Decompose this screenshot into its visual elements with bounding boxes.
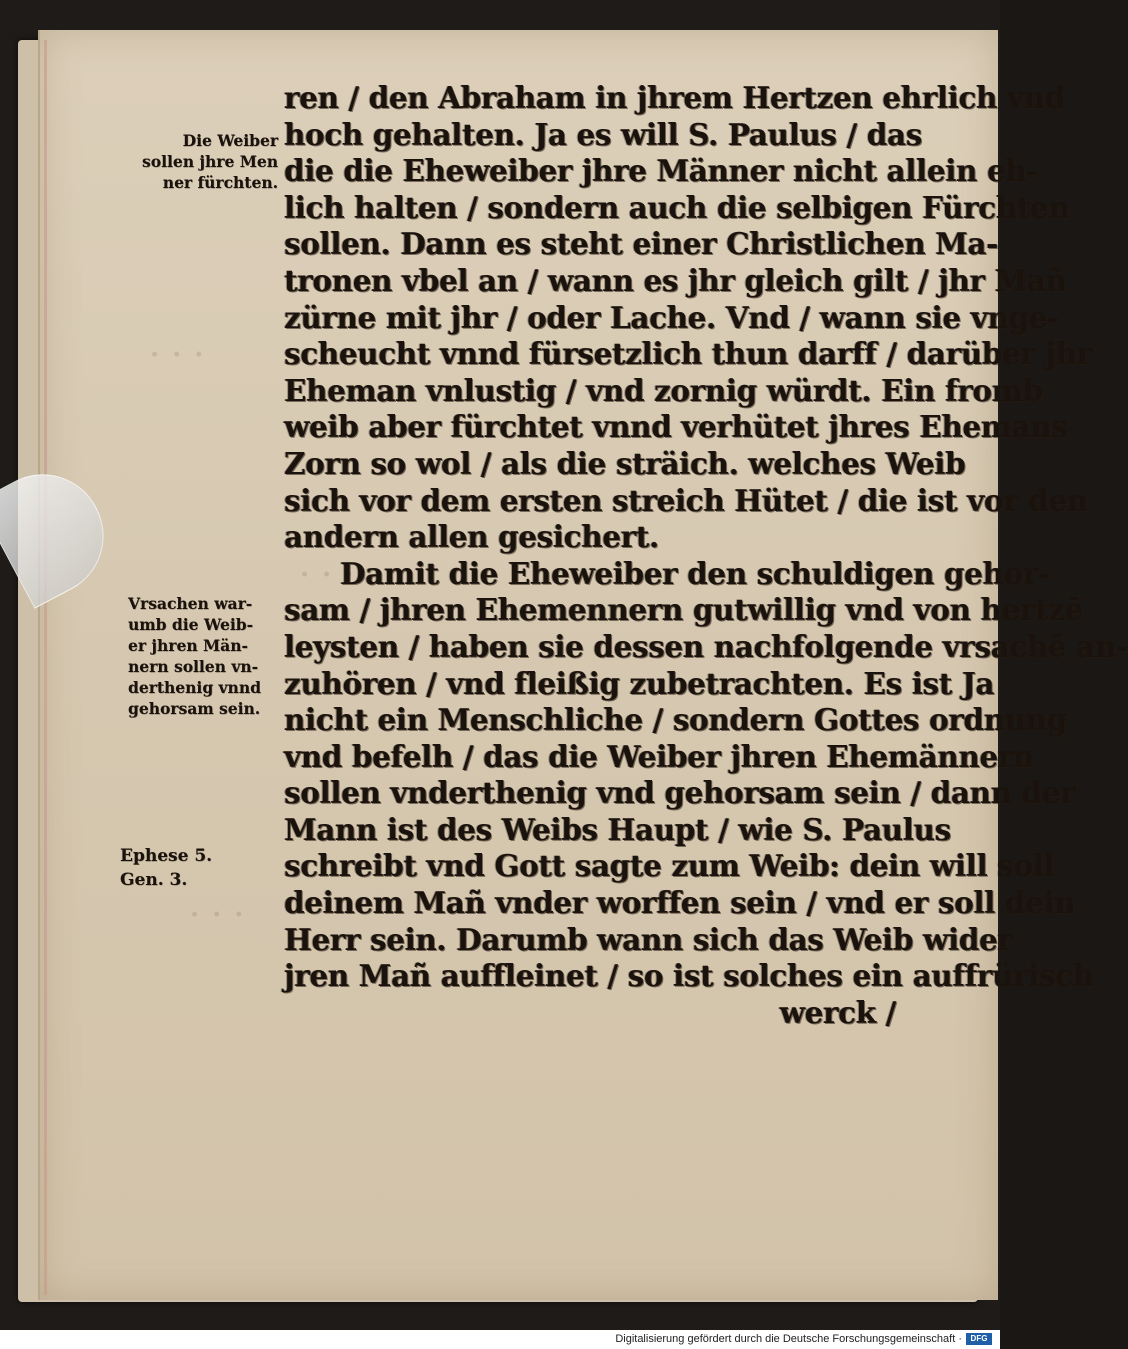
text-line: lich halten / sondern auch die selbigen Fürchten <box>284 189 1070 225</box>
text-line: Eheman vnlustig / vnd zornig würdt. Ein fromb <box>284 372 1043 408</box>
page-edge <box>44 40 47 1295</box>
text-line: sollen vnderthenig vnd gehorsam sein / dann der <box>284 775 1076 811</box>
margin-note-1 <box>140 130 278 193</box>
text-line: andern allen gesichert. <box>284 519 659 555</box>
catchword: werck / <box>779 994 896 1030</box>
text-line: hoch gehalten. Ja es will S. Paulus / das <box>284 116 922 152</box>
margin-note-line: sollen jhre Men <box>142 152 278 171</box>
margin-note-line: Gen. 3. <box>120 870 188 890</box>
text-line: deinem Mañ vnder worffen sein / vnd er soll dein <box>284 885 1076 921</box>
margin-note-line: Ephese 5. <box>120 846 213 866</box>
margin-note-line: derthenig vnnd <box>128 678 261 697</box>
footer-credit: Digitalisierung gefördert durch die Deutsche Forschungsgemeinschaft · <box>615 1333 962 1345</box>
show-through-2: · · · <box>300 560 356 590</box>
text-line: sam / jhren Ehemennern gutwillig vnd von hertzē <box>284 592 1083 628</box>
text-line: leysten / haben sie dessen nachfolgende vrsachē an- <box>284 628 1128 664</box>
text-line: sich vor dem ersten streich Hütet / die ist vor den <box>284 482 1088 518</box>
text-line: ren / den Abraham in jhrem Hertzen ehrlich vnd <box>284 80 1065 115</box>
margin-note-line: Die Weiber <box>182 131 278 150</box>
text-line: nicht ein Menschliche / sondern Gottes ordnung <box>284 702 1068 738</box>
body-text <box>284 80 1128 1031</box>
margin-note-line: ner fürchten. <box>162 173 278 192</box>
dfg-logo-icon[interactable]: DFG <box>966 1333 992 1345</box>
margin-note-2 <box>128 593 278 719</box>
text-line: vnd befelh / das die Weiber jhren Ehemännern <box>284 738 1034 774</box>
margin-note-line: Vrsachen war- <box>128 594 253 613</box>
text-line: scheucht vnnd fürsetzlich thun darff / darüber jhr <box>284 336 1092 372</box>
text-line: Damit die Eheweiber den schuldigen gehor- <box>340 555 1050 591</box>
margin-note-line: umb die Weib- <box>128 615 254 634</box>
show-through-3: · · · <box>190 900 246 930</box>
text-line: Zorn so wol / als die sträich. welches Weib <box>284 445 966 481</box>
text-line: die die Eheweiber jhre Männer nicht allein eh- <box>284 153 1039 189</box>
text-line: zuhören / vnd fleißig zubetrachten. Es ist Ja <box>284 665 995 701</box>
text-line: schreibt vnd Gott sagte zum Weib: dein will soll <box>284 848 1055 884</box>
text-line: Mann ist des Weibs Haupt / wie S. Paulus <box>284 811 951 847</box>
text-line: Herr sein. Darumb wann sich das Weib wider <box>284 921 1013 957</box>
margin-note-line: gehorsam sein. <box>128 699 261 718</box>
margin-note-line: er jhren Män- <box>128 636 248 655</box>
margin-note-3 <box>120 844 212 892</box>
text-line: weib aber fürchtet vnnd verhütet jhres Ehemans <box>284 409 1068 445</box>
margin-note-line: nern sollen vn- <box>128 657 259 676</box>
text-line: jren Mañ auffleinet / so ist solches ein auffrürisch <box>284 958 1094 994</box>
text-line: zürne mit jhr / oder Lache. Vnd / wann sie vnge- <box>284 299 1059 335</box>
text-line: tronen vbel an / wann es jhr gleich gilt / jhr Mañ <box>284 262 1067 298</box>
text-line: sollen. Dann es steht einer Christlichen Ma- <box>284 226 998 262</box>
show-through-1: · · · <box>150 340 206 370</box>
